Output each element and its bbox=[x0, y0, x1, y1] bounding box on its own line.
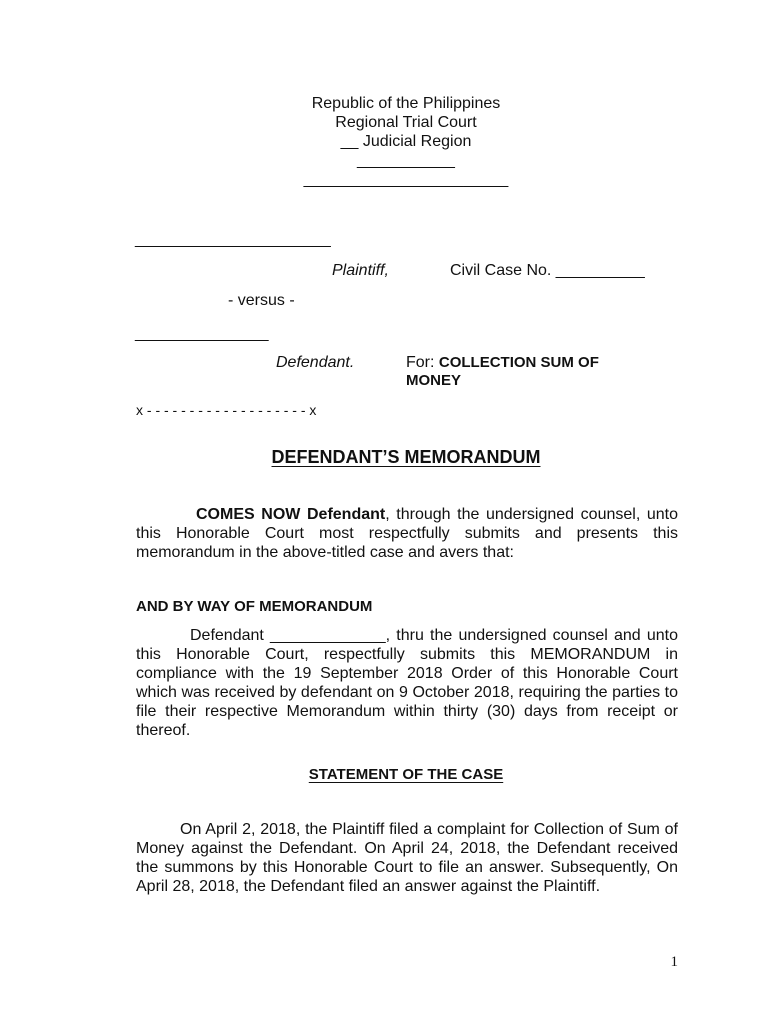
statement-paragraph: On April 2, 2018, the Plaintiff filed a complaint for Collection of Sum of Money against the Defendant. On April 24, 2018, the Defendant received the summons by this Honorable Court to file an answer. Subsequently, On April 28, 2018, the Defendant filed an answer against the Plaintiff. bbox=[136, 821, 678, 895]
header-republic: Republic of the Philippines bbox=[311, 95, 501, 112]
defendant-blank: _______________ bbox=[135, 325, 269, 342]
header-location-blank: _______________________ bbox=[303, 171, 509, 188]
header-court: Regional Trial Court bbox=[335, 114, 477, 131]
for-value-line2: MONEY bbox=[406, 372, 462, 389]
for-value-line1: COLLECTION SUM OF bbox=[438, 354, 599, 371]
header-judicial-region: __ Judicial Region bbox=[340, 133, 472, 150]
page-number: 1 bbox=[670, 954, 678, 970]
intro-paragraph bbox=[136, 505, 678, 562]
memorandum-paragraph: Defendant _____________, thru the undersigned counsel and unto this Honorable Court, respectfully submits this MEMORANDUM in compliance with the 19 September 2018 Order of this Honorable Court which was received by defendant on 9 October 2018, requiring the parties to file their respective Memorandum within thirty (30) days from receipt or thereof. bbox=[136, 627, 678, 739]
section-heading-statement: STATEMENT OF THE CASE bbox=[308, 766, 504, 783]
caption-separator: x - - - - - - - - - - - - - - - - - - - x bbox=[136, 402, 317, 418]
civil-case-number: Civil Case No. __________ bbox=[450, 262, 645, 279]
plaintiff-blank: ______________________ bbox=[135, 231, 331, 248]
defendant-label: Defendant. bbox=[276, 354, 355, 371]
intro-lead: COMES NOW Defendant bbox=[196, 506, 386, 523]
intro-text: , through the undersigned counsel, unto this Honorable Court most respectfully submits and presents this memorandum in the above-titled case and avers that: bbox=[136, 506, 679, 561]
nature-of-case bbox=[406, 353, 599, 372]
for-label: For: bbox=[406, 354, 439, 371]
header-branch-blank: ___________ bbox=[357, 152, 455, 169]
versus-label: - versus - bbox=[228, 292, 295, 309]
section-heading-memorandum: AND BY WAY OF MEMORANDUM bbox=[136, 598, 373, 615]
document-title: DEFENDANT’S MEMORANDUM bbox=[271, 447, 541, 467]
plaintiff-label: Plaintiff, bbox=[332, 262, 389, 279]
